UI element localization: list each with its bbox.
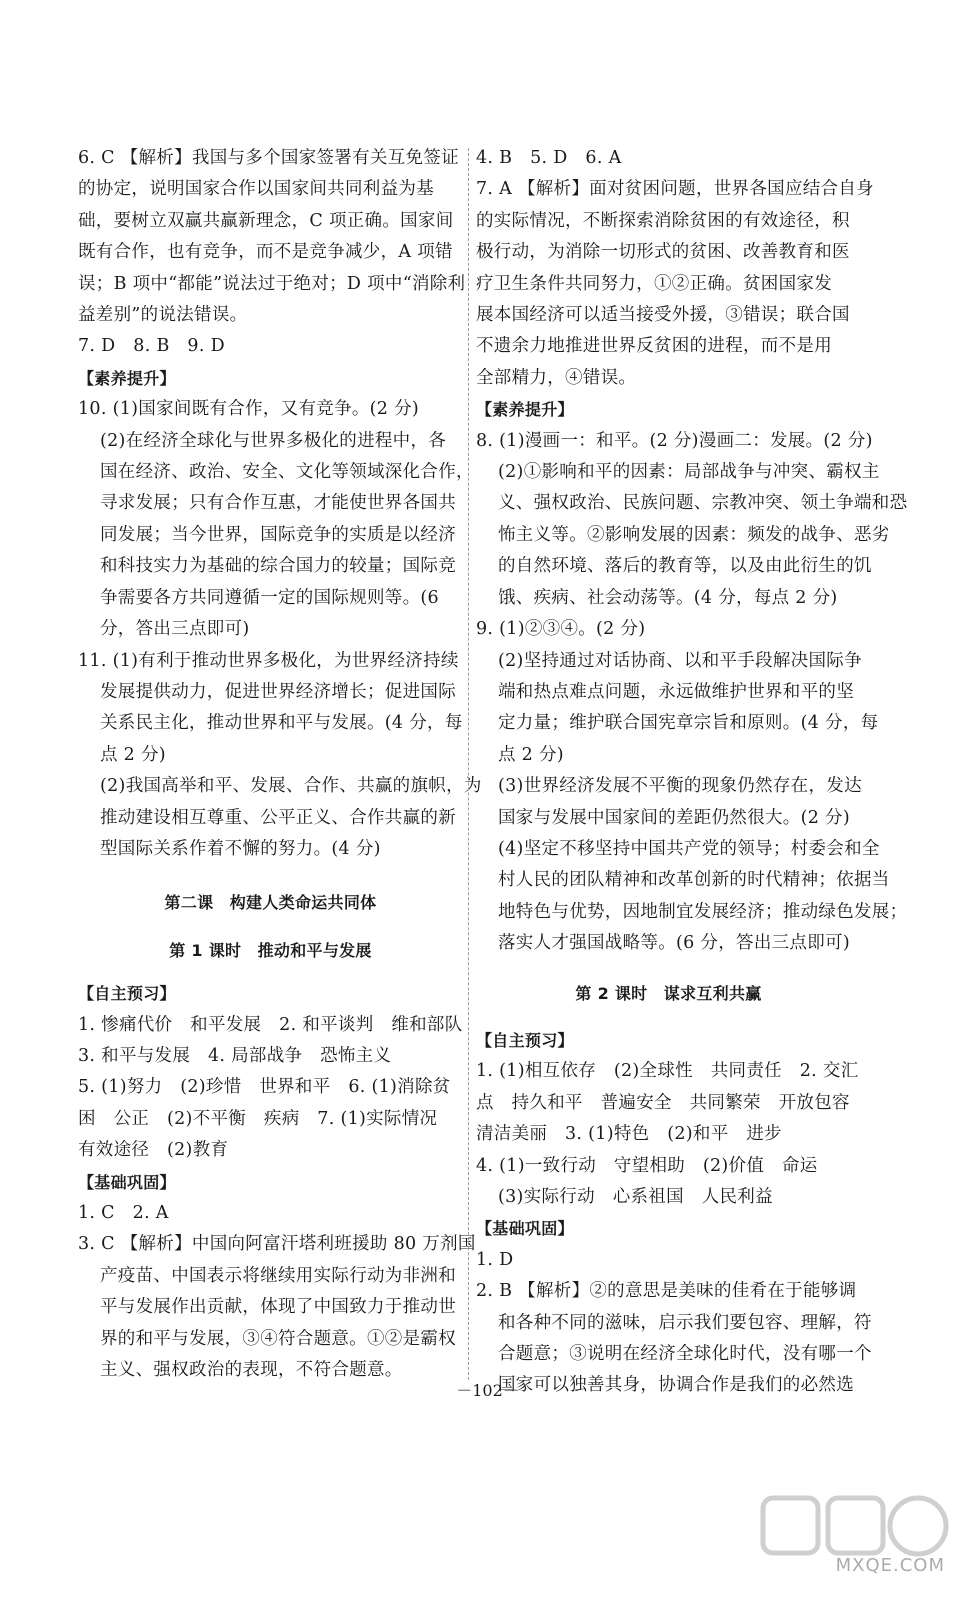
text-line: 点 持久和平 普遍安全 共同繁荣 开放包容 <box>476 1092 850 1113</box>
left-column <box>78 143 482 1386</box>
text-line: (2)坚持通过对话协商、以和平手段解决国际争 <box>498 650 862 671</box>
text-line: (2)①影响和平的因素：局部战争与冲突、霸权主 <box>498 462 880 483</box>
section-label: 【自主预习】 <box>476 1030 574 1050</box>
text-line: 关系民主化，推动世界和平与发展。(4 分，每 <box>100 713 463 734</box>
text-line: 的协定，说明国家合作以国家间共同利益为基 <box>78 179 434 200</box>
text-line: 同发展；当今世界，国际竞争的实质是以经济 <box>100 524 456 545</box>
watermark-text: MXQE.COM <box>835 1555 945 1576</box>
text-line: 7. D 8. B 9. D <box>78 336 225 357</box>
text-line: 村人民的团队精神和改革创新的时代精神；依据当 <box>498 870 890 891</box>
text-line: 全部精力，④错误。 <box>476 367 637 388</box>
text-line: 和各种不同的滋味，启示我们要包容、理解，符 <box>498 1312 872 1333</box>
text-line: 误；B 项中“都能”说法过于绝对；D 项中“消除利 <box>78 273 466 294</box>
text-line: 1. D <box>476 1249 514 1270</box>
text-line: 寻求发展；只有合作互惠，才能使世界各国共 <box>100 493 456 514</box>
text-line: 10. (1)国家间既有合作，又有竞争。(2 分) <box>78 399 420 420</box>
text-line: 怖主义等。②影响发展的因素：频发的战争、恶劣 <box>498 524 890 545</box>
text-line: 11. (1)有利于推动世界多极化，为世界经济持续 <box>78 650 459 671</box>
text-line: 疗卫生条件共同努力，①②正确。贫困国家发 <box>476 273 832 294</box>
text-line: (3)世界经济发展不平衡的现象仍然存在，发达 <box>498 776 862 797</box>
left-answers-block-2 <box>78 978 476 1386</box>
text-line: 的实际情况，不断探索消除贫困的有效途径，积 <box>476 210 850 231</box>
text-line: 争需要各方共同遵循一定的国际规则等。(6 <box>100 587 439 608</box>
text-line: 点 2 分) <box>498 744 564 765</box>
text-line: 1. (1)相互依存 (2)全球性 共同责任 2. 交汇 <box>476 1061 859 1082</box>
lesson-heading: 第二课 构建人类命运共同体 <box>164 893 377 913</box>
text-line: 极行动，为消除一切形式的贫困、改善教育和医 <box>476 242 850 263</box>
section-label: 【基础巩固】 <box>476 1219 574 1239</box>
section-label: 【素养提升】 <box>78 368 176 388</box>
text-line: 定力量；维护联合国宪章宗旨和原则。(4 分，每 <box>498 713 879 734</box>
text-line: 推动建设相互尊重、公平正义、合作共赢的新 <box>100 807 456 828</box>
text-line: 益差别”的说法错误。 <box>78 305 248 326</box>
text-line: 6. C 【解析】我国与多个国家签署有关互免签证 <box>78 148 459 168</box>
section-label: 【素养提升】 <box>476 400 574 420</box>
column-divider <box>468 148 469 1380</box>
text-line: 展本国经济可以适当接受外援，③错误；联合国 <box>476 305 850 326</box>
section-heading-lesson1: 第 1 课时 推动和平与发展 <box>169 940 372 960</box>
text-line: 困 公正 (2)不平衡 疾病 7. (1)实际情况 <box>78 1108 438 1129</box>
text-line: 不遗余力地推进世界反贫困的进程，而不是用 <box>476 336 832 357</box>
text-line: 端和热点难点问题，永远做维护世界和平的坚 <box>498 681 854 702</box>
text-line: 8. (1)漫画一：和平。(2 分)漫画二：发展。(2 分) <box>476 430 873 451</box>
right-answers-block-2 <box>476 1025 872 1402</box>
text-line: 的自然环境、落后的教育等，以及由此衍生的饥 <box>498 556 872 577</box>
text-line: 主义、强权政治的表现，不符合题意。 <box>100 1360 403 1381</box>
text-line: 2. B 【解析】②的意思是美味的佳肴在于能够调 <box>476 1281 857 1302</box>
text-line: 既有合作，也有竞争，而不是竞争减少，A 项错 <box>78 242 453 263</box>
text-line: 3. C 【解析】中国向阿富汗塔利班援助 80 万剂国 <box>78 1234 476 1255</box>
text-line: 5. (1)努力 (2)珍惜 世界和平 6. (1)消除贫 <box>78 1077 451 1098</box>
text-line: 分，答出三点即可) <box>100 619 250 640</box>
text-line: 地特色与优势，因地制宜发展经济；推动绿色发展； <box>498 901 908 922</box>
text-line: 界的和平与发展，③④符合题意。①②是霸权 <box>100 1328 456 1349</box>
section-heading-lesson2: 第 2 课时 谋求互利共赢 <box>575 983 762 1003</box>
text-line: (2)在经济全球化与世界多极化的进程中，各 <box>100 430 447 451</box>
text-line: 国家可以独善其身，协调合作是我们的必然选 <box>498 1375 854 1396</box>
text-line: 7. A 【解析】面对贫困问题，世界各国应结合自身 <box>476 179 874 200</box>
text-line: (2)我国高举和平、发展、合作、共赢的旗帜，为 <box>100 776 482 797</box>
text-line: 义、强权政治、民族问题、宗教冲突、领土争端和恐 <box>498 493 908 514</box>
text-line: 发展提供动力，促进世界经济增长；促进国际 <box>100 681 456 702</box>
text-line: 础，要树立双赢共赢新理念，C 项正确。国家间 <box>78 210 454 231</box>
text-line: 有效途径 (2)教育 <box>78 1140 229 1161</box>
text-line: 4. (1)一致行动 守望相助 (2)价值 命运 <box>476 1155 818 1176</box>
section-label: 【基础巩固】 <box>78 1172 176 1192</box>
text-line: 型国际关系作着不懈的努力。(4 分) <box>100 838 381 859</box>
right-answers-block <box>476 143 908 960</box>
text-line: 国家与发展中国家间的差距仍然很大。(2 分) <box>498 807 850 828</box>
text-line: 落实人才强国战略等。(6 分，答出三点即可) <box>498 933 850 954</box>
page-number: －102－ <box>456 1381 519 1400</box>
text-line: 和科技实力为基础的综合国力的较量；国际竞 <box>100 556 456 577</box>
text-line: 点 2 分) <box>100 744 166 765</box>
text-line: 平与发展作出贡献，体现了中国致力于推动世 <box>100 1297 456 1318</box>
right-column <box>476 143 908 1402</box>
text-line: 清洁美丽 3. (1)特色 (2)和平 进步 <box>476 1124 782 1145</box>
text-line: 饿、疾病、社会动荡等。(4 分，每点 2 分) <box>498 587 838 608</box>
text-line: 4. B 5. D 6. A <box>476 148 622 168</box>
text-line: (4)坚定不移坚持中国共产党的领导；村委会和全 <box>498 838 880 859</box>
text-line: 产疫苗、中国表示将继续用实际行动为非洲和 <box>100 1265 456 1286</box>
text-line: 国在经济、政治、安全、文化等领域深化合作， <box>100 462 474 483</box>
section-label: 【自主预习】 <box>78 984 176 1004</box>
text-line: 3. 和平与发展 4. 局部战争 恐怖主义 <box>78 1045 392 1066</box>
text-line: 9. (1)②③④。(2 分) <box>476 619 646 640</box>
left-answers-block <box>78 143 482 865</box>
text-line: 1. C 2. A <box>78 1203 169 1223</box>
text-line: (3)实际行动 心系祖国 人民利益 <box>498 1187 773 1207</box>
text-line: 1. 惨痛代价 和平发展 2. 和平谈判 维和部队 <box>78 1014 463 1035</box>
text-line: 合题意；③说明在经济全球化时代，没有哪一个 <box>498 1344 872 1365</box>
